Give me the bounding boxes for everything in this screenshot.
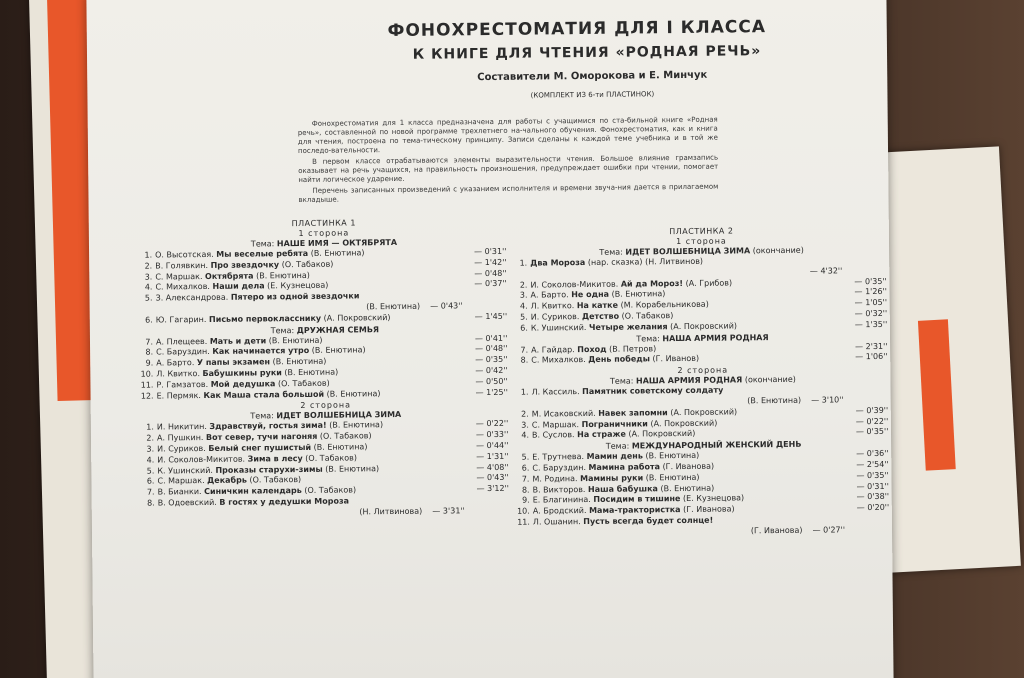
track-performer: (А. Покровский) bbox=[650, 418, 718, 428]
track-performer: (А. Покровский) bbox=[323, 312, 391, 323]
track-performer: (А. Покровский) bbox=[628, 429, 696, 439]
track-performer: (В. Енютина) bbox=[645, 472, 700, 483]
track-number: 11. bbox=[140, 380, 154, 390]
theme-prefix: Тема: bbox=[605, 441, 630, 451]
record-label: ПЛАСТИНКА 2 bbox=[669, 226, 734, 237]
track-duration: — 0'43'' bbox=[430, 301, 463, 311]
track-duration: — 0'37'' bbox=[474, 279, 507, 289]
theme-prefix: Тема: bbox=[270, 325, 295, 335]
track-author: А. Барто. bbox=[530, 290, 569, 300]
track-number: 1. bbox=[144, 250, 153, 260]
orange-stripe bbox=[918, 319, 956, 470]
track-title: Проказы старухи-зимы bbox=[215, 464, 323, 475]
track-title: Поход bbox=[577, 344, 607, 354]
track-number: 2. bbox=[519, 280, 528, 290]
track-title: Про звездочку bbox=[210, 260, 280, 270]
track-number: 5. bbox=[146, 466, 155, 476]
track-title: Пусть всегда будет солнце! bbox=[583, 515, 714, 526]
track-number: 1. bbox=[520, 387, 529, 397]
track-title: Как Маша стала большой bbox=[203, 389, 325, 400]
track-performer: (В. Енютина) bbox=[268, 335, 323, 345]
track-number: 3. bbox=[519, 290, 528, 301]
track-author: Е. Благинина. bbox=[532, 495, 591, 505]
track-number: 7. bbox=[521, 474, 530, 484]
track-title: На катке bbox=[576, 300, 619, 311]
track-title: Два Мороза bbox=[530, 257, 586, 268]
track-number: 6. bbox=[521, 463, 530, 473]
track-author: О. Высотская. bbox=[155, 249, 214, 260]
track-number: 4. bbox=[144, 282, 153, 293]
track-author: В. Голявкин. bbox=[155, 260, 209, 271]
track-number: 3. bbox=[521, 420, 529, 430]
track-title: В гостях у дедушки Мороза bbox=[219, 496, 350, 507]
track-author: С. Маршак. bbox=[531, 419, 580, 430]
track-duration: — 2'54'' bbox=[856, 459, 889, 470]
track-title: Четыре желания bbox=[588, 321, 668, 332]
track-number: 2. bbox=[521, 409, 529, 419]
track-performer: (В. Енютина) bbox=[366, 301, 421, 312]
track-title: Не одна bbox=[571, 290, 610, 300]
track-author: С. Маршак. bbox=[157, 476, 205, 486]
track-number: 11. bbox=[517, 517, 530, 527]
track-duration: — 3'31'' bbox=[432, 506, 465, 516]
intro-text bbox=[298, 116, 719, 207]
track-author: Л. Квитко. bbox=[530, 301, 575, 311]
track-duration: — 0'35'' bbox=[475, 354, 508, 365]
track-title: Посидим в тишине bbox=[593, 494, 681, 505]
track-author: Е. Пермяк. bbox=[156, 390, 201, 401]
track-performer: (В. Енютина) bbox=[747, 395, 802, 406]
track-performer: (О. Табаков) bbox=[249, 475, 302, 485]
theme-suffix: (окончание) bbox=[744, 374, 796, 385]
track-title: Памятник советскому солдату bbox=[582, 385, 724, 397]
doc-title: ФОНОХРЕСТОМАТИЯ ДЛЯ I КЛАССА bbox=[387, 17, 767, 42]
intro-paragraph: Перечень записанных произведений с указанием исполнителя и времени звуча-ния дается в прилагаемом вкладыше. bbox=[298, 182, 719, 204]
track-title: Детство bbox=[581, 311, 620, 322]
track-number: 4. bbox=[521, 430, 530, 441]
track-list bbox=[511, 406, 896, 442]
track-performer: (В. Енютина) bbox=[284, 367, 339, 378]
track-number: 2. bbox=[146, 433, 155, 443]
track-author: В. Одоевский. bbox=[157, 497, 217, 508]
track-performer: (О. Табаков) bbox=[281, 259, 334, 269]
track-duration: — 4'32'' bbox=[809, 266, 843, 276]
track-number: 12. bbox=[140, 391, 154, 401]
track-performer: (О. Табаков) bbox=[305, 453, 358, 463]
theme-title: НАША АРМИЯ РОДНАЯ bbox=[662, 332, 769, 343]
track-performer: (Г. Иванова) bbox=[683, 504, 735, 515]
track-performer: (О. Табаков) bbox=[319, 431, 372, 441]
track-author: С. Маршак. bbox=[155, 271, 203, 282]
track-performer: (В. Енютина) bbox=[313, 442, 368, 452]
track-duration: — 0'48'' bbox=[475, 344, 508, 354]
theme-title: ИДЕТ ВОЛШЕБНИЦА ЗИМА bbox=[625, 246, 751, 257]
track-duration: — 0'48'' bbox=[474, 268, 507, 278]
theme-title: МЕЖДУНАРОДНЫЙ ЖЕНСКИЙ ДЕНЬ bbox=[631, 439, 802, 451]
track-number: 8. bbox=[520, 355, 529, 366]
track-author: А. Барто. bbox=[156, 358, 195, 368]
track-title: У папы экзамен bbox=[196, 357, 271, 368]
track-title: Ай да Мороз! bbox=[620, 278, 684, 289]
track-title: На страже bbox=[577, 429, 626, 440]
track-title: Как начинается утро bbox=[212, 346, 310, 357]
track-duration: — 3'10'' bbox=[811, 395, 844, 405]
track-author: В. Суслов. bbox=[531, 430, 575, 440]
track-performer: (А. Покровский) bbox=[670, 407, 738, 417]
track-title: Наша бабушка bbox=[587, 483, 658, 494]
track-author: А. Бродский. bbox=[532, 506, 587, 516]
track-title: Наши дела bbox=[212, 281, 265, 292]
track-author: Ю. Гагарин. bbox=[155, 314, 207, 325]
track-duration: — 2'31'' bbox=[855, 341, 888, 351]
track-author: Р. Гамзатов. bbox=[156, 379, 209, 390]
track-performer: (В. Енютина) bbox=[329, 420, 384, 431]
track-performer: (В. Енютина) bbox=[611, 289, 666, 300]
track-title: Мы веселые ребята bbox=[216, 248, 309, 259]
set-note: (КОМПЛЕКТ ИЗ 6-ти ПЛАСТИНОК) bbox=[530, 90, 655, 100]
track-number: 9. bbox=[521, 495, 530, 506]
track-duration: — 0'31'' bbox=[856, 481, 890, 491]
record-label: ПЛАСТИНКА 1 bbox=[291, 218, 356, 229]
track-performer: (Е. Кузнецова) bbox=[682, 493, 745, 504]
track-number: 5. bbox=[144, 293, 153, 303]
track-number: 10. bbox=[140, 369, 154, 379]
track-duration: — 0'27'' bbox=[812, 525, 846, 535]
track-list bbox=[510, 341, 895, 367]
track-number: 7. bbox=[146, 487, 155, 497]
track-duration: — 1'25'' bbox=[475, 387, 509, 397]
track-performer: (О. Табаков) bbox=[621, 311, 674, 321]
track-list bbox=[135, 333, 516, 402]
track-author: Л. Квитко. bbox=[156, 369, 201, 379]
track-title: Декабрь bbox=[207, 475, 247, 486]
track-author: Л. Ошанин. bbox=[532, 516, 581, 527]
track-title: Мой дедушка bbox=[210, 379, 276, 389]
track-title: Октябрята bbox=[204, 271, 254, 281]
track-duration: — 1'42'' bbox=[474, 257, 507, 267]
theme-title: НАШЕ ИМЯ — ОКТЯБРЯТА bbox=[276, 237, 398, 249]
track-duration: — 1'31'' bbox=[476, 451, 509, 461]
track-performer: (А. Покровский) bbox=[670, 321, 738, 331]
track-author: С. Баруздин. bbox=[532, 462, 587, 473]
track-title: Мамины руки bbox=[580, 473, 644, 483]
track-title: Мама-трактористка bbox=[589, 505, 681, 516]
track-number: 8. bbox=[145, 347, 154, 357]
track-author: И. Никитин. bbox=[156, 422, 207, 432]
track-author: А. Пушкин. bbox=[156, 433, 204, 443]
track-duration: — 0'31'' bbox=[474, 246, 507, 257]
track-duration: — 0'42'' bbox=[475, 365, 508, 376]
track-number: 5. bbox=[521, 452, 530, 462]
track-number: 4. bbox=[146, 455, 155, 465]
track-duration: — 3'12'' bbox=[476, 483, 510, 494]
track-title: Мамина работа bbox=[588, 462, 661, 472]
track-title: Пятеро из одной звездочки bbox=[230, 291, 360, 302]
track-title: Вот север, тучи нагоняя bbox=[205, 431, 318, 443]
side-label: 1 сторона bbox=[676, 236, 727, 247]
track-duration: — 0'39'' bbox=[855, 405, 889, 415]
track-number: 10. bbox=[517, 506, 530, 516]
track-performer: (В. Петров) bbox=[609, 343, 657, 354]
track-duration: — 0'50'' bbox=[475, 376, 508, 386]
track-number: 7. bbox=[145, 337, 154, 347]
track-title: Пограничники bbox=[581, 418, 648, 429]
track-author: Е. Трутнева. bbox=[532, 452, 585, 462]
track-author: И. Соколов-Микитов. bbox=[157, 454, 246, 465]
theme-prefix: Тема: bbox=[636, 333, 660, 344]
track-author: А. Плещеев. bbox=[155, 336, 208, 347]
track-performer: (О. Табаков) bbox=[277, 378, 330, 388]
track-author: К. Ушинский. bbox=[157, 465, 213, 476]
theme-prefix: Тема: bbox=[609, 376, 634, 386]
track-duration: — 0'33'' bbox=[475, 429, 509, 440]
track-list bbox=[136, 419, 517, 509]
track-duration: — 4'08'' bbox=[476, 462, 509, 472]
track-number: 7. bbox=[520, 345, 529, 355]
track-performer: (В. Енютина) bbox=[660, 483, 715, 493]
record-2-listing bbox=[509, 224, 897, 540]
track-performer: (В. Енютина) bbox=[325, 463, 380, 474]
track-duration: — 0'36'' bbox=[856, 448, 889, 459]
track-title: Здравствуй, гостья зима! bbox=[209, 421, 327, 432]
track-performer: (В. Енютина) bbox=[310, 248, 365, 258]
track-number: 1. bbox=[146, 422, 154, 432]
track-number: 1. bbox=[519, 258, 528, 268]
track-author: В. Бианки. bbox=[157, 487, 202, 497]
track-author: К. Ушинский. bbox=[530, 322, 587, 333]
track-performer: (Н. Литвинова) bbox=[359, 506, 423, 517]
track-author: С. Михалков. bbox=[531, 355, 586, 365]
track-title: День победы bbox=[588, 354, 650, 365]
track-duration: — 0'44'' bbox=[476, 440, 509, 451]
track-duration: — 1'35'' bbox=[854, 319, 888, 329]
doc-subtitle: К КНИГЕ ДЛЯ ЧТЕНИЯ «РОДНАЯ РЕЧЬ» bbox=[412, 43, 762, 63]
track-performer: (В. Енютина) bbox=[256, 270, 310, 281]
side-label: 1 сторона bbox=[298, 228, 350, 238]
intro-paragraph: Фонохрестоматия для 1 класса предназначена для работы с учащимися по ста-бильной книге «Родная речь», составленной по новой программе трехлетнего на-чального обучения. Фонохрестоматия, как и книга для чтения, построена по тема-тическому принципу. Записи сделаны к каждой теме учебника и в той же последо-вательности. bbox=[297, 115, 718, 155]
track-title: Бабушкины руки bbox=[202, 368, 282, 378]
track-number: 3. bbox=[144, 272, 153, 282]
track-duration: — 1'26'' bbox=[854, 287, 887, 297]
track-performer: (нар. сказка) (Н. Литвинов) bbox=[587, 256, 704, 267]
track-title: Зима в лесу bbox=[247, 453, 303, 464]
theme-suffix: (окончание) bbox=[752, 245, 804, 256]
track-performer: (О. Табаков) bbox=[304, 485, 357, 496]
track-author: Л. Кассиль. bbox=[531, 387, 580, 397]
intro-paragraph: В первом классе отрабатываются элементы выразительности чтения. Большое влияние грамзапись оказывает на речь учащихся, на правильность произношения, предупреждает ошибки при чтении, помогает найти логическое ударение. bbox=[298, 153, 719, 184]
track-duration: — 0'22'' bbox=[475, 419, 509, 429]
track-number: 6. bbox=[145, 315, 153, 325]
track-number: 8. bbox=[147, 498, 155, 508]
theme-title: ДРУЖНАЯ СЕМЬЯ bbox=[296, 324, 380, 335]
track-author: М. Родина. bbox=[532, 473, 578, 484]
compilers: Составители М. Оморокова и Е. Минчук bbox=[477, 69, 708, 84]
track-performer: (Г. Иванова) bbox=[662, 461, 715, 472]
track-duration: — 1'45'' bbox=[474, 311, 508, 321]
record-1-listing bbox=[134, 216, 517, 520]
insert-sheet bbox=[86, 0, 893, 678]
track-performer: (Е. Кузнецова) bbox=[267, 281, 329, 291]
track-performer: (В. Енютина) bbox=[645, 450, 700, 461]
track-number: 3. bbox=[146, 444, 155, 454]
track-duration: — 1'05'' bbox=[854, 298, 888, 308]
side-label: 2 сторона bbox=[677, 365, 729, 376]
track-duration: — 0'43'' bbox=[476, 473, 509, 483]
track-duration: — 0'35'' bbox=[854, 276, 887, 286]
track-performer: (В. Енютина) bbox=[311, 345, 366, 356]
track-author: З. Александрова. bbox=[155, 292, 229, 303]
theme-title: НАША АРМИЯ РОДНАЯ bbox=[635, 375, 743, 386]
track-author: В. Викторов. bbox=[532, 484, 586, 495]
track-author: С. Баруздин. bbox=[156, 347, 210, 357]
track-number: 9. bbox=[145, 358, 154, 368]
track-author: М. Исаковский. bbox=[531, 408, 596, 419]
theme-prefix: Тема: bbox=[250, 239, 275, 249]
track-number: 2. bbox=[144, 261, 153, 271]
track-duration: — 0'35'' bbox=[856, 470, 889, 480]
track-title: Мамин день bbox=[586, 451, 643, 462]
track-author: С. Михалков. bbox=[155, 282, 210, 292]
theme-title: ИДЕТ ВОЛШЕБНИЦА ЗИМА bbox=[276, 410, 402, 421]
track-duration: — 0'22'' bbox=[855, 416, 889, 426]
track-performer: (М. Корабельникова) bbox=[620, 299, 709, 310]
track-author: И. Суриков. bbox=[530, 312, 580, 322]
track-duration: — 0'20'' bbox=[856, 502, 890, 513]
track-list bbox=[511, 449, 897, 529]
track-duration: — 0'32'' bbox=[854, 308, 888, 319]
track-performer: (Г. Иванов) bbox=[652, 354, 700, 364]
track-performer: (В. Енютина) bbox=[272, 356, 327, 367]
track-author: А. Гайдар. bbox=[531, 344, 575, 355]
track-title: Синичкин календарь bbox=[204, 486, 302, 497]
track-performer: (Г. Иванова) bbox=[750, 525, 803, 536]
track-list bbox=[509, 255, 895, 335]
track-number: 8. bbox=[521, 485, 530, 495]
track-duration: — 0'38'' bbox=[856, 492, 890, 502]
track-title: Мать и дети bbox=[209, 335, 267, 346]
track-duration: — 0'35'' bbox=[855, 427, 889, 437]
track-number: 5. bbox=[520, 312, 528, 322]
track-number: 6. bbox=[146, 476, 155, 486]
track-author: И. Соколов-Микитов. bbox=[530, 279, 619, 290]
track-number: 6. bbox=[520, 323, 528, 333]
track-title: Навек запомни bbox=[598, 407, 668, 418]
track-number: 4. bbox=[519, 301, 528, 311]
track-duration: — 1'06'' bbox=[855, 352, 888, 362]
track-author: И. Суриков. bbox=[157, 443, 206, 454]
theme-prefix: Тема: bbox=[250, 411, 274, 421]
track-title: Белый снег пушистый bbox=[208, 442, 312, 453]
track-list bbox=[134, 247, 515, 305]
track-performer: (А. Грибов) bbox=[685, 278, 733, 288]
track-title: Письмо первокласснику bbox=[208, 313, 322, 324]
side-label: 2 сторона bbox=[300, 400, 352, 411]
track-duration: — 0'41'' bbox=[474, 333, 508, 343]
track-performer: (В. Енютина) bbox=[326, 388, 381, 399]
theme-prefix: Тема: bbox=[599, 247, 623, 257]
